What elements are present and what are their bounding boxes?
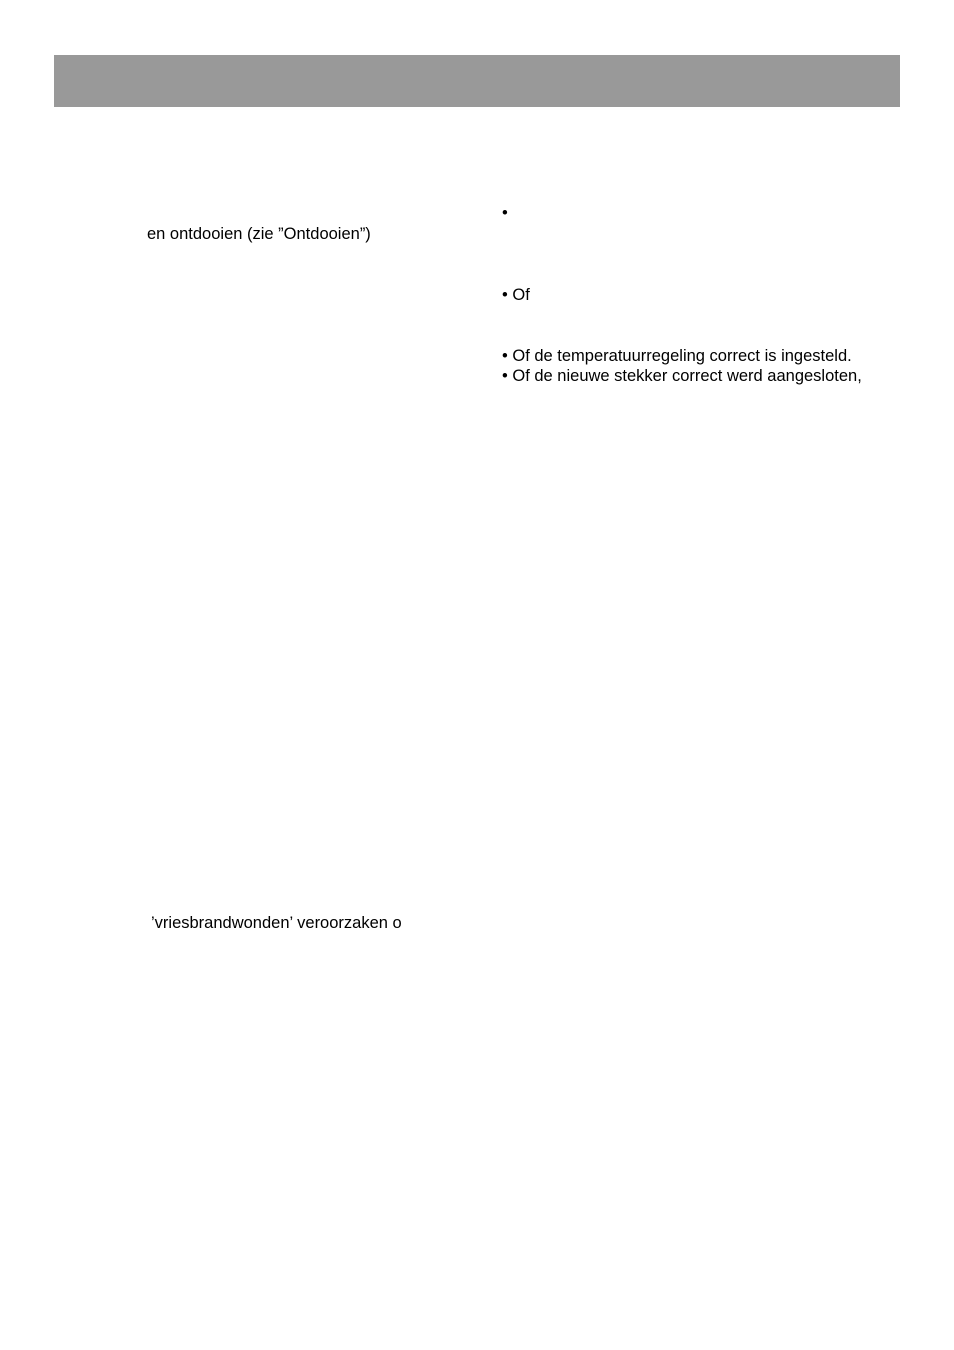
bullet-temperature-setting: • Of de temperatuurregeling correct is ingesteld. bbox=[502, 347, 852, 365]
text-line-freeze-burns: ’vriesbrandwonden’ veroorzaken o bbox=[151, 914, 402, 932]
text-line-defrost: en ontdooien (zie ”Ontdooien”) bbox=[147, 225, 371, 243]
header-bar bbox=[54, 55, 900, 107]
bullet-of: • Of bbox=[502, 286, 530, 304]
bullet-plug-connected: • Of de nieuwe stekker correct werd aangesloten, bbox=[502, 367, 862, 385]
bullet-empty: • bbox=[502, 204, 508, 222]
